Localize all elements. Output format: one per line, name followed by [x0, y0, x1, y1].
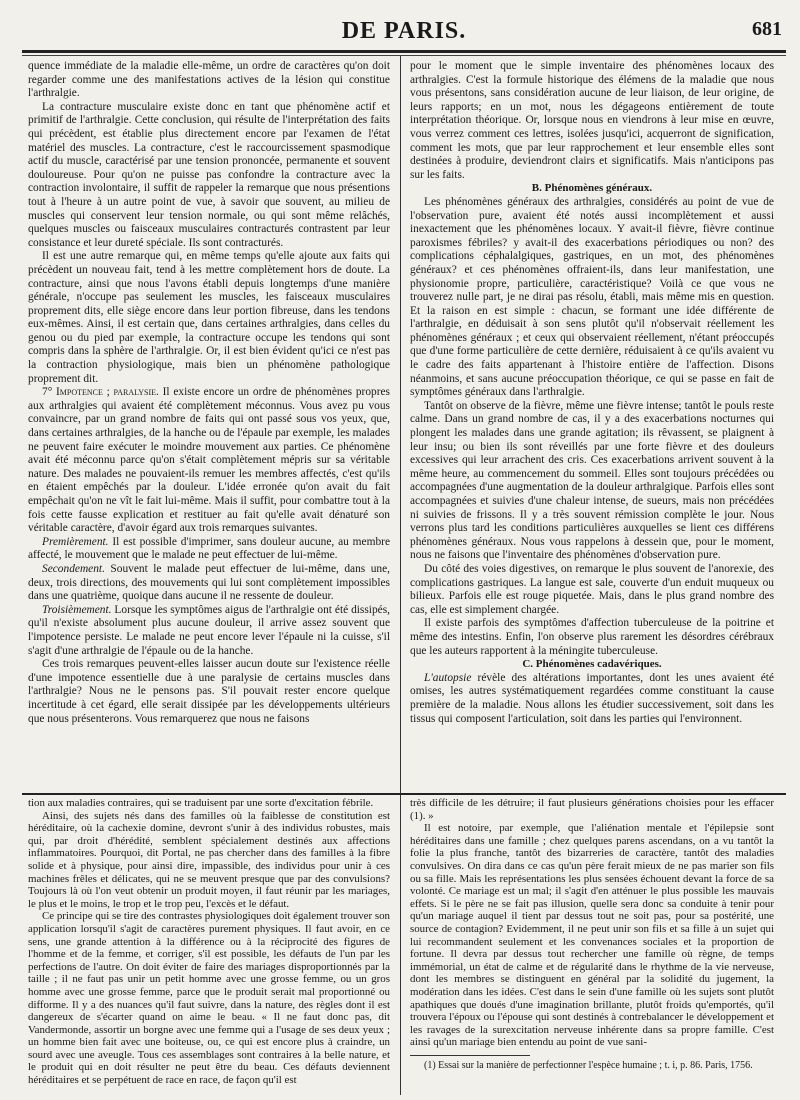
lower-right-column [410, 797, 774, 1093]
header-rule-thick [22, 50, 786, 53]
footnote-rule [410, 1055, 530, 1056]
paragraph: La contracture musculaire existe donc en tant que phénomène actif et primitif de l'arthralgie. Cette conclusion, qui résulte de l'interprétation des faits qui précèdent, est établie plus directement encore par l'examen de l'état matériel des muscles. La contracture, c'est le raccourcissement spasmodique actif du muscle, caractérisé par une tension prononcée, permanente et souvent douloureuse. Pour qu'on ne puisse pas confondre la contracture avec la contraction involontaire, il suffit de rappeler la remarque que nous présentions tout à l'heure à un autre point de vue, à savoir que souvent, au milieu de muscles qui conservent leur tension normale, ou qui sont même relâchés, quelques muscles ou faisceaux musculaires contracturés contrastent par leur consistance et leur dureté spéciale. Ils sont contracturés. [28, 100, 390, 249]
footnote: (1) Essai sur la manière de perfectionner l'espèce humaine ; t. i, p. 86. Paris, 1756. [424, 1059, 753, 1071]
page-header [22, 12, 786, 52]
paragraph [28, 386, 390, 536]
column-divider-bottom [400, 795, 401, 1095]
paragraph: quence immédiate de la maladie elle-même, un ordre de caractères qu'on doit regarder comme une des manifestations actives de la lésion qui constitue l'arthralgie. [28, 60, 390, 100]
paragraph [28, 536, 390, 563]
enumeration-heading: Troisièmement. [42, 603, 112, 616]
paragraph-text: Lorsque les symptômes aigus de l'arthralgie ont été dissipés, qu'il n'existe absolument plus aucune douleur, il arrive assez souvent que l'impotence persiste. Le malade ne peut encore lever l'épaule ni la cuisse, s'il s'agit d'une arthralgie de l'épaule ou de la hanche. [28, 603, 390, 657]
paragraph: Ces trois remarques peuvent-elles laisser aucun doute sur l'existence réelle d'une impotence essentielle due à une paralysie de certains muscles dans l'arthralgie? Nous ne le pensons pas. S'il pouvait rester encore quelque incertitude à cet égard, elle serait dissipée par les développements ultérieurs que nous présenterons. Vous remarquerez que nous ne faisons [28, 658, 390, 725]
lower-left-column [28, 797, 390, 1093]
paragraph: Il existe parfois des symptômes d'affection tuberculeuse de la poitrine et même des intestins. Enfin, l'on observe plus rarement les désordres cérébraux que les auteurs rapportent à la méningite tuberculeuse. [410, 617, 774, 657]
header-rule-thin [22, 55, 786, 56]
paragraph [28, 563, 390, 604]
paragraph: Il est une autre remarque qui, en même temps qu'elle ajoute aux faits qui précèdent un nouveau fait, tend à les mettre complètement hors de doute. La contracture, ainsi que nous l'avons établi depuis longtemps d'une manière générale, n'occupe pas seulement les muscles, les faisceaux musculaires proprement dits, elle siège encore dans leur portion fibreuse, dans les tendons eux-mêmes. Ainsi, il est certain que, dans certaines arthralgies, dans celles du genou ou du pied par exemple, la contracture occupe les tendons qui sont compris dans la sphère de l'arthralgie. Or, il est bien évident qu'ici ce n'est pas la contraction physiologique, mais bien un phénomène pathologique proprement dit. [28, 250, 390, 385]
paragraph-text: Il existe encore un ordre de phénomènes propres aux arthralgies qui avaient été complètement méconnus. Vous avez pu vous convaincre, par un grand nombre de faits qui ont passé sous vos yeux, que, dans certaines arthralgies, de la hanche ou de l'épaule par exemple, les malades ne peuvent faire exécuter le moindre mouvement aux parties. Ce phénomène avait été méconnu parce qu'on s'était complètement mépris sur sa véritable nature. Des malades ne pouvaient-ils remuer les membres affectés, c'est qu'ils en étaient empêchés par la douleur. L'idée erronée qu'on avait du fait empêchait qu'on ne vît le fait lui-même. Mais il suffit, pour combattre tout à la fois cette fausse explication et restituer au fait qu'elle avait dénaturé son véritable caractère, d'avoir égard aux trois remarques suivantes. [28, 386, 390, 535]
upper-right-column [410, 60, 774, 792]
subsection-heading: B. Phénomènes généraux. [531, 182, 653, 195]
page-number: 681 [752, 18, 782, 40]
paragraph-text: Souvent le malade peut effectuer de lui-même, dans une, deux, trois directions, des mouvements qui lui sont complètement impossibles dans une quatrième, quoique dans aucune il ne ressente de douleur. [28, 562, 390, 603]
paragraph: Du côté des voies digestives, on remarque le plus souvent de l'anorexie, des complications gastriques. La langue est sale, couverte d'un enduit muqueux ou bilieux. Parfois elle est rouge piquetée. Mais, dans le plus grand nombre des cas, elle est simplement chargée. [410, 562, 774, 616]
section-heading: 7° Impotence ; paralysie. [42, 386, 159, 399]
paragraph: tion aux maladies contraires, qui se traduisent par une sorte d'excitation fébrile. [28, 797, 374, 809]
paragraph: Ainsi, des sujets nés dans des familles où la faiblesse de constitution est héréditaire, où la cachexie domine, devront s'unir à des individus robustes, mais qui, par droit d'hérédité, semblent spécialement destinés aux affections inflammatoires. Pourquoi, dit Portal, ne pas chercher dans des familles à la fibre solide et à physique, pour ainsi dire, impassible, des individus pour unir à ces machines frêles et délicates, qui ne se meuvent presque que par des convulsions? Toujours là où l'on veut obtenir un produit moyen, il faut réunir par les mariages, le plus et le moins, le trop et le trop peu, l'excès et le défaut. [28, 809, 390, 910]
running-title: DE PARIS. [341, 18, 467, 44]
term-autopsie: L'autopsie [424, 671, 472, 684]
paragraph [28, 604, 390, 658]
paragraph: très difficile de les détruire; il faut plusieurs générations choisies pour les effacer (1). » [410, 797, 774, 822]
paragraph-text: révèle des altérations importantes, dont les unes avaient été omises, les autres systématiquement regardées comme constituant la cause première de la maladie. Nous allons les étudier successivement, soit dans les tissus qui composent l'articulation, soit dans les parties qui l'environnent. [410, 671, 774, 725]
enumeration-heading: Premièrement. [42, 535, 109, 548]
paragraph: pour le moment que le simple inventaire des phénomènes locaux des arthralgies. C'est la formule historique des élémens de la maladie que nous vous présentons, sans considération aucune de leur liaison, de leur origine, de leurs rapports; en un mot, nous les dégageons entièrement de toute interprétation théorique. Or, lorsque nous en viendrons à leur mise en œuvre, vous verrez comment ces lettres, isolées jusqu'ici, acquerront de signification, comment les mots, que par leur rapprochement et leur ensemble elles sont destinées à produire, deviendront clairs et significatifs. Mais n'anticipons pas sur les faits. [410, 60, 774, 181]
subsection-heading: C. Phénomènes cadavériques. [522, 658, 662, 671]
paragraph: Les phénomènes généraux des arthralgies, considérés au point de vue de l'observation pure, avaient été notés aussi incomplètement et aussi inexactement que les phénomènes locaux. Y avait-il fièvre, fièvre continue paroxismes fébriles? y avait-il des exacerbations périodiques ou non? des complications céphalalgiques, gastriques, en un mot, des phénomènes généraux? et ces phénomènes offraient-ils, dans leur manifestation, une physionomie propre, particulière, caractéristique? Voilà ce que vous ne trouverez nulle part, je ne dirai pas résolu, établi, mais même mis en question. Et la raison en est simple : chacun, se formant une idée différente de l'arthralgie, en déduisait à son sens plutôt qu'il n'observait réellement les phénomènes généraux ; et ceux qui observaient réellement, n'étant préoccupés que d'une forme particulière de cette dernière, réduisaient à ce qu'ils avaient vu le cadre des faits appartenant à l'histoire entière de l'affection. Disons néanmoins, et sans aucune préoccupation théorique, ce qui se passe en fait de symptômes généraux dans l'arthralgie. [410, 195, 774, 399]
column-divider-top [400, 56, 401, 793]
paragraph: Tantôt on observe de la fièvre, même une fièvre intense; tantôt le pouls reste calme. Dans un grand nombre de cas, il y a des exacerbations nocturnes qui plongent les malades dans une grande agitation; ils rêvassent, se plaignent à leur insu; ou bien ils sont réveillés par une forte fièvre et des douleurs excessives qui leur arrachent des cris. Ces exacerbations arrivent souvent à la même heure, au commencement du sommeil. Elles sont toujours précédées ou accompagnées d'une augmentation de la douleur arthralgique. Parfois elles sont accompagnées et suivies d'une chaleur intense, de sueurs, mais non précédées ni suivies de frissons. Il y a très souvent rémission complète le jour. Nous verrons plus tard les conditions particulières auxquelles se lient ces différens phénomènes généraux. Nous vous rappelons à dessein que, pour le moment, nous ne faisons que l'inventaire des phénomènes d'observation pure. [410, 399, 774, 562]
enumeration-heading: Secondement. [42, 562, 105, 575]
paragraph-text: Il est possible d'imprimer, sans douleur aucune, au membre affecté, le mouvement que le malade ne peut effectuer de lui-même. [28, 535, 390, 562]
paragraph: Il est notoire, par exemple, que l'aliénation mentale et l'épilepsie sont héréditaires dans une famille ; chez quelques parens ascendans, on a vu tantôt la folie la plus franche, tantôt des bizarreries de caractère, tantôt des maladies convulsives. On dira dans ce cas qu'un père ferait mieux de ne pas marier son fils ou sa fille. Mais les représentations les plus sensées échouent devant la force de sa volonté. Ce mariage est un mal; il s'agit d'en atténuer le plus possible les mauvais effets. Si le père ne se fait pas illusion, quelle sera donc sa conduite à tenir pour qu'un mariage auquel il tient par dessus tout ne soit pas, pour sa postérité, une source de contagion? Evidemment, il ne peut unir son fils et sa fille à un sujet qui lui recommandent seulement et les convenances sociales et la proportion de fortune. Il devra par dessus tout rechercher une famille où règne, de temps immémorial, un état de calme et de régularité dans le rhythme de la vie nerveuse, dont les membres se distinguent en général par la solidité du jugement, la modération dans les idées. C'est dans le sein d'une famille où les sujets sont plutôt apathiques que doués d'une imagination brillante, plutôt froids qu'emportés, qu'il trouvera l'époux ou l'épouse qui sont destinés à contrebalancer le développement et les ravages de la surexcitation nerveuse inhérente dans sa propre famille. C'est ainsi qu'un mariage bien entendu au point de vue sani- [410, 822, 774, 1049]
paragraph: Ce principe qui se tire des contrastes physiologiques doit également trouver son application lorsqu'il s'agit de caractères purement physiques. Il faut avoir, en ce sens, une grande attention à la différence ou à la réciprocité des figures de l'homme et de la femme, et corriger, s'il est possible, les défauts de l'un par les perfections de l'autre. On doit éviter de faire des mariages disproportionnés par la taille ; il ne faut pas unir un petit homme avec une grosse femme, ou un gros homme avec une grosse femme, parce que le produit serait mal proportionné ou difforme. Il y a des nuances qu'il faut suivre, dans la nature, des règles dont il est dangereux de s'écarter quand on aime le beau. « Il ne faut donc pas, dit Vandermonde, assortir un borgne avec une femme qui a l'usage de ses deux yeux ; un homme bien fait avec une boiteuse, ou, ce qui est encore plus à craindre, un sourd avec une aveugle. Tous ces assemblages sont contraires à la belle nature, et le produit qui en doit résulter ne peut être du beau. Ces défauts deviennent héréditaires et se perpétuent de race en race, de façon qu'il est [28, 910, 390, 1087]
section-divider [22, 793, 786, 795]
upper-left-column [28, 60, 390, 792]
paragraph [410, 672, 774, 726]
